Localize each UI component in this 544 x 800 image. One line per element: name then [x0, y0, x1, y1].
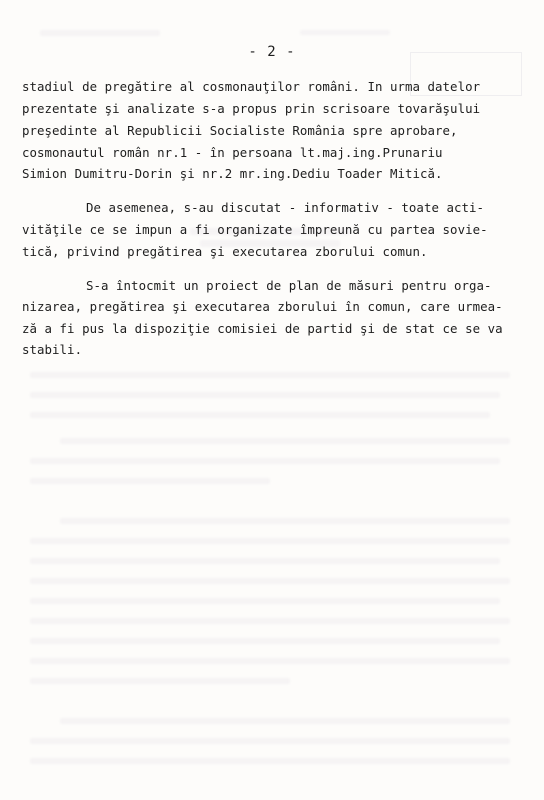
bleed-through-mark — [30, 678, 290, 684]
bleed-through-mark — [30, 598, 500, 604]
bleed-through-mark — [30, 538, 510, 544]
bleed-through-mark — [30, 392, 500, 398]
bleed-through-mark — [30, 458, 500, 464]
text-line: vităţile ce se impun a fi organizate împreună cu partea sovie- — [22, 222, 488, 237]
bleed-through-mark — [30, 372, 510, 378]
bleed-through-mark — [40, 30, 160, 36]
text-line: nizarea, pregătirea şi executarea zborului în comun, care urmea- — [22, 299, 503, 314]
bleed-through-mark — [60, 718, 510, 724]
bleed-through-mark — [300, 30, 390, 35]
text-line: ză a fi pus la dispoziţie comisiei de partid şi de stat ce se va — [22, 321, 503, 336]
bleed-through-mark — [60, 518, 510, 524]
text-line: preşedinte al Republicii Socialiste România spre aprobare, — [22, 123, 458, 138]
bleed-through-mark — [30, 618, 510, 624]
bleed-through-mark — [30, 578, 510, 584]
bleed-through-mark — [30, 478, 270, 484]
text-line: S-a întocmit un proiect de plan de măsuri pentru orga- — [86, 278, 492, 293]
text-line: cosmonautul român nr.1 - în persoana lt.maj.ing.Prunariu — [22, 145, 443, 160]
page-number: - 2 - — [248, 44, 296, 60]
bleed-through-mark — [60, 438, 510, 444]
bleed-through-mark — [30, 758, 510, 764]
bleed-through-mark — [30, 558, 500, 564]
text-line: prezentate şi analizate s-a propus prin scrisoare tovarăşului — [22, 101, 481, 116]
text-line: stabili. — [22, 342, 83, 357]
bleed-through-mark — [30, 738, 510, 744]
text-line: Simion Dumitru-Dorin şi nr.2 mr.ing.Dediu Toader Mitică. — [22, 166, 443, 181]
text-line: stadiul de pregătire al cosmonauţilor români. In urma datelor — [22, 79, 481, 94]
bleed-through-mark — [30, 638, 500, 644]
bleed-through-mark — [30, 658, 510, 664]
bleed-through-mark — [30, 412, 490, 418]
text-line: tică, privind pregătirea şi executarea zborului comun. — [22, 244, 428, 259]
text-line: De asemenea, s-au discutat - informativ - toate acti- — [86, 200, 485, 215]
